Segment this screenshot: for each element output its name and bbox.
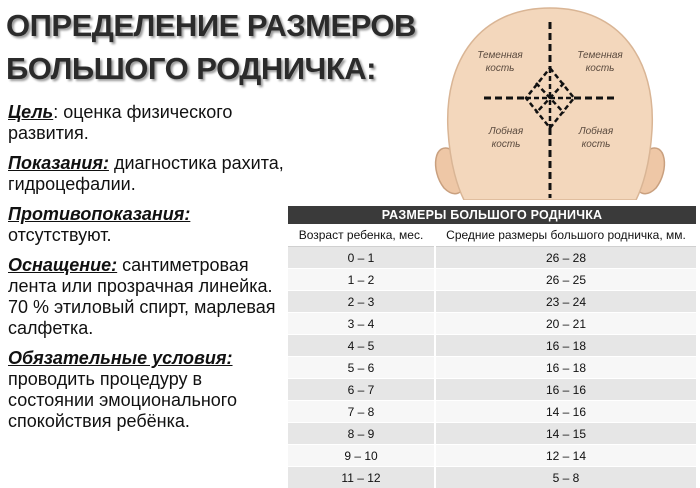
table-row	[288, 269, 696, 291]
age-cell: 2 – 3	[288, 291, 435, 313]
frontal-right-label-2: кость	[582, 139, 611, 150]
point-label: Оснащение:	[8, 255, 117, 275]
point-text: диагностика рахита, гидроцефалии.	[8, 153, 284, 194]
fontanelle-size-table	[288, 206, 696, 488]
table-row	[288, 401, 696, 423]
point-sep: :	[53, 102, 58, 122]
point-text: сантиметровая лента или прозрачная линейка. 70 % этиловый спирт, марлевая салфетка.	[8, 255, 275, 338]
age-cell: 1 – 2	[288, 269, 435, 291]
size-cell: 23 – 24	[435, 291, 696, 313]
table-row	[288, 335, 696, 357]
table-row	[288, 445, 696, 467]
size-cell: 5 – 8	[435, 467, 696, 488]
size-cell: 26 – 25	[435, 269, 696, 291]
age-cell: 5 – 6	[288, 357, 435, 379]
table-header-size: Средние размеры большого родничка, мм.	[435, 224, 696, 247]
point-label: Обязательные условия:	[8, 348, 233, 368]
point-text: оценка физического развития.	[8, 102, 232, 143]
size-cell: 14 – 15	[435, 423, 696, 445]
point-label: Показания:	[8, 153, 109, 173]
parietal-left-label-1: Теменная	[477, 50, 523, 61]
age-cell: 7 – 8	[288, 401, 435, 423]
table-row	[288, 467, 696, 488]
parietal-right-label-2: кость	[586, 63, 615, 74]
procedure-points	[8, 102, 288, 441]
size-cell: 16 – 18	[435, 335, 696, 357]
head-illustration	[430, 0, 670, 200]
point-label: Цель	[8, 102, 53, 122]
age-cell: 11 – 12	[288, 467, 435, 488]
age-cell: 9 – 10	[288, 445, 435, 467]
size-cell: 16 – 18	[435, 357, 696, 379]
point-indications	[8, 153, 288, 195]
table-row	[288, 357, 696, 379]
table-row	[288, 423, 696, 445]
point-conditions	[8, 348, 288, 432]
table-row	[288, 291, 696, 313]
size-cell: 26 – 28	[435, 247, 696, 269]
table-caption: РАЗМЕРЫ БОЛЬШОГО РОДНИЧКА	[288, 206, 696, 224]
parietal-right-label-1: Теменная	[577, 50, 623, 61]
parietal-left-label-2: кость	[486, 63, 515, 74]
infant-head-diagram	[430, 0, 670, 200]
point-text: отсутствуют.	[8, 225, 111, 245]
page-title: ОПРЕДЕЛЕНИЕ РАЗМЕРОВ БОЛЬШОГО РОДНИЧКА:	[6, 4, 426, 90]
age-cell: 4 – 5	[288, 335, 435, 357]
age-cell: 8 – 9	[288, 423, 435, 445]
point-label: Противопоказания:	[8, 204, 190, 224]
point-contraindications	[8, 204, 288, 246]
point-text: проводить процедуру в состоянии эмоционального спокойствия ребёнка.	[8, 369, 237, 431]
point-goal	[8, 102, 288, 144]
size-cell: 14 – 16	[435, 401, 696, 423]
size-cell: 16 – 16	[435, 379, 696, 401]
table-row	[288, 379, 696, 401]
point-equipment	[8, 255, 288, 339]
table-row	[288, 313, 696, 335]
age-cell: 0 – 1	[288, 247, 435, 269]
size-cell: 20 – 21	[435, 313, 696, 335]
size-cell: 12 – 14	[435, 445, 696, 467]
age-cell: 6 – 7	[288, 379, 435, 401]
age-cell: 3 – 4	[288, 313, 435, 335]
frontal-left-label-1: Лобная	[488, 125, 524, 137]
frontal-left-label-2: кость	[492, 139, 521, 150]
table-row	[288, 247, 696, 269]
frontal-right-label-1: Лобная	[578, 125, 614, 137]
table-header-age: Возраст ребенка, мес.	[288, 224, 435, 247]
